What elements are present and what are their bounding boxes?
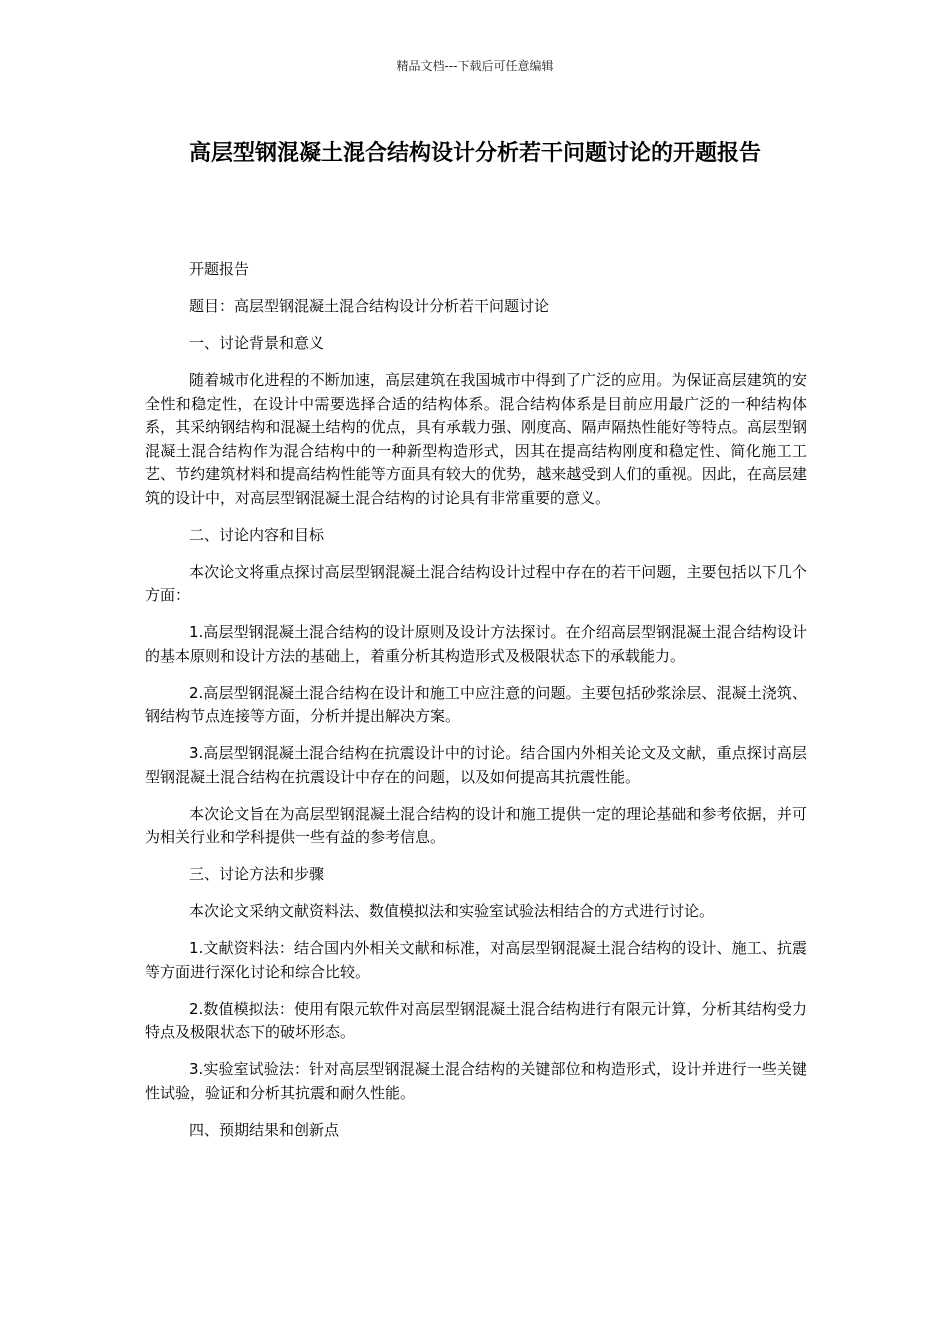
method-item-1: 1.文献资料法：结合国内外相关文献和标准，对高层型钢混凝土混合结构的设计、施工、抗震等方面进行深化讨论和综合比较。 <box>145 939 807 981</box>
label-opening-report: 开题报告 <box>189 260 250 278</box>
topic-line: 题目：高层型钢混凝土混合结构设计分析若干问题讨论 <box>189 297 550 315</box>
header-note: 精品文档---下载后可任意编辑 <box>396 59 554 73</box>
paragraph-background: 随着城市化进程的不断加速，高层建筑在我国城市中得到了广泛的应用。为保证高层建筑的安全性和稳定性，在设计中需要选择合适的结构体系。混合结构体系是目前应用最广泛的一种结构体系，其采纳钢结构和混凝土结构的优点，具有承载力强、刚度高、隔声隔热性能好等特点。高层型钢混凝土混合结构作为混合结构中的一种新型构造形式，因其在提高结构刚度和稳定性、简化施工工艺、节约建筑材料和提高结构性能等方面具有较大的优势，越来越受到人们的重视。因此，在高层建筑的设计中，对高层型钢混凝土混合结构的讨论具有非常重要的意义。 <box>145 371 807 507</box>
section-heading-background: 一、讨论背景和意义 <box>189 334 325 352</box>
document-title: 高层型钢混凝土混合结构设计分析若干问题讨论的开题报告 <box>188 141 761 166</box>
paragraph-content-aim: 本次论文旨在为高层型钢混凝土混合结构的设计和施工提供一定的理论基础和参考依据，并可为相关行业和学科提供一些有益的参考信息。 <box>145 804 807 846</box>
content-item-1: 1.高层型钢混凝土混合结构的设计原则及设计方法探讨。在介绍高层型钢混凝土混合结构设计的基本原则和设计方法的基础上，着重分析其构造形式及极限状态下的承载能力。 <box>145 623 807 665</box>
paragraph-methods-intro: 本次论文采纳文献资料法、数值模拟法和实验室试验法相结合的方式进行讨论。 <box>189 902 715 920</box>
section-heading-content: 二、讨论内容和目标 <box>189 525 325 544</box>
section-heading-methods: 三、讨论方法和步骤 <box>189 865 325 883</box>
content-item-2: 2.高层型钢混凝土混合结构在设计和施工中应注意的问题。主要包括砂浆涂层、混凝土浇筑、钢结构节点连接等方面，分析并提出解决方案。 <box>145 683 807 725</box>
document-body <box>145 258 807 1156</box>
paragraph-content-intro: 本次论文将重点探讨高层型钢混凝土混合结构设计过程中存在的若干问题，主要包括以下几个方面： <box>145 562 807 604</box>
section-heading-expected-results: 四、预期结果和创新点 <box>189 1120 340 1139</box>
method-item-3: 3.实验室试验法：针对高层型钢混凝土混合结构的关键部位和构造形式，设计并进行一些关键性试验，验证和分析其抗震和耐久性能。 <box>145 1060 807 1102</box>
method-item-2: 2.数值模拟法：使用有限元软件对高层型钢混凝土混合结构进行有限元计算，分析其结构受力特点及极限状态下的破坏形态。 <box>145 999 807 1041</box>
content-item-3: 3.高层型钢混凝土混合结构在抗震设计中的讨论。结合国内外相关论文及文献，重点探讨高层型钢混凝土混合结构在抗震设计中存在的问题，以及如何提高其抗震性能。 <box>145 744 807 786</box>
